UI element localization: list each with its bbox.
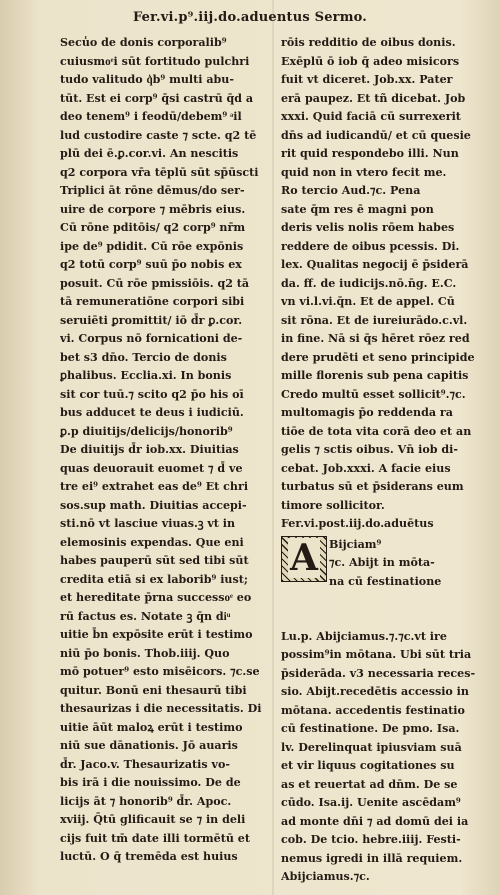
text-line: ipe de⁹ pdidit. Cū rōe expōnis: [60, 239, 244, 253]
initial-letter: A: [288, 538, 320, 578]
text-line: et hereditate p̄rna successoͤ eo: [60, 591, 252, 604]
text-line: De diuitijs d̄r iob.xx. Diuitias: [60, 443, 239, 456]
text-line: rit quid respondebo illi. Nun: [281, 147, 459, 160]
right-paragraph-3: [281, 628, 481, 887]
text-line: erā paupez. Et tñ dicebat. Job: [281, 91, 466, 105]
text-line: uitie b̄n expōsite erūt i testimo: [60, 628, 253, 641]
text-line: Exēplū ō iob q̄ adeo misicors: [281, 54, 460, 68]
text-line: sit cor tuū.⁊ scito q2 p̄o his oī: [60, 387, 244, 401]
text-line: tudo valitudo q͛b⁹ multi abu-: [60, 73, 234, 86]
text-line: tūt. Est ei corp⁹ q̄si castrū q̄d a: [60, 91, 254, 105]
text-line: niū p̄o bonis. Thob.iiij. Quo: [60, 646, 230, 660]
text-line: q2 corpora vr̄a tēplū sūt sp̄ūscti: [60, 165, 259, 179]
text-line: uire de corpore ⁊ mēbris eius.: [60, 202, 246, 216]
text-line: tiōe de tota vita corā deo et an: [281, 424, 472, 438]
right-paragraph-2: [281, 182, 481, 515]
text-line: Abijciamus.⁊c.: [281, 870, 370, 883]
text-line: licijs āt ⁊ honorib⁹ d̄r. Apoc.: [60, 794, 232, 808]
text-line: reddere de oibus pcessis. Di.: [281, 239, 460, 253]
section-heading: Fer.vi.post.iij.do.aduētus: [281, 517, 434, 530]
text-line: cob. De tcio. hebre.iiij. Festi-: [281, 833, 461, 846]
text-line: Lu.p. Abijciamus.⁊.⁊c.vt ire: [281, 629, 447, 643]
text-line: xxxi. Quid faciā cū surrexerit: [281, 110, 461, 123]
text-line: Credo multū esset sollicit⁹.⁊c.: [281, 387, 466, 401]
text-line: Ro tercio Aud.⁊c. Pena: [281, 184, 421, 197]
text-line: in fine. Nā si q̄s hēret rōez red: [281, 332, 470, 345]
text-line: as et reuertat ad dn̄m. De se: [281, 777, 458, 791]
text-line: quas deuorauit euomet ⁊ d̄ ve: [60, 461, 243, 475]
text-line: Cū rōne pditōis/ q2 corp⁹ nr̄m: [60, 221, 246, 234]
text-line: luctū. O q̄ tremēda est huius: [60, 850, 238, 863]
text-line: sos.sup math. Diuitias accepi-: [60, 498, 247, 512]
text-line: deris velis nolis rōem habes: [281, 221, 455, 234]
text-line: ad monte dn̄i ⁊ ad domū dei ia: [281, 814, 469, 828]
text-line: cūdo. Isa.ij. Uenite ascēdam⁹: [281, 796, 461, 809]
text-line: niū sue dānationis. Jō auaris: [60, 739, 238, 752]
text-line: mōtana. accedentis festinatio: [281, 703, 465, 717]
text-line: da. ff. de iudicijs.nō.n̄g. E.C.: [281, 276, 457, 290]
text-line: rū factus es. Notate ꝫ q̄n diͧ: [60, 609, 231, 623]
text-line: nemus igredi in illā requiem.: [281, 851, 463, 865]
text-line: p̄siderāda. v3 necessaria reces-: [281, 666, 476, 680]
text-line: vi. Corpus nō fornicationi de-: [60, 332, 243, 345]
text-line: gelis ⁊ sctis oibus. Vn̄ iob di-: [281, 443, 458, 456]
text-line: xviij. Q̄tū glificauit se ⁊ in deli: [60, 813, 246, 826]
text-line: cū festinatione. De pmo. Isa.: [281, 722, 460, 735]
text-line: ⁊c. Abijt in mōta-: [329, 556, 435, 569]
text-line: et vir liquus cogitationes su: [281, 759, 455, 772]
text-line: mille florenis sub pena capitis: [281, 369, 469, 382]
text-line: deo tenem⁹ i feodū/debem⁹ ͣil: [60, 110, 242, 123]
text-line: cebat. Job.xxxi. A facie eius: [281, 461, 451, 475]
text-line: quid non in vtero fecit me.: [281, 165, 447, 179]
text-line: cijs fuit tm̄ date illi tormētū et: [60, 831, 250, 845]
text-line: mō potuer⁹ esto misēicors. ⁊c.se: [60, 665, 260, 678]
text-line: tā remuneratiōne corpori sibi: [60, 295, 245, 308]
text-line: Secu̾o de donis corporalib⁹: [60, 36, 227, 49]
text-line: na cū festinatione: [329, 574, 442, 588]
text-line: ꝑhalibus. Ecclia.xi. In bonis: [60, 369, 232, 382]
initial-lines: [329, 536, 481, 592]
text-line: sit rōna. Et de iureiurādo.c.vl.: [281, 313, 468, 327]
text-line: quitur. Bonū eni thesaurū tibi: [60, 683, 247, 697]
initial-block: [281, 536, 481, 628]
right-paragraph-1: [281, 34, 481, 182]
text-line: dere prudēti et seno principide: [281, 350, 475, 364]
text-line: fuit vt diceret. Job.xx. Pater: [281, 73, 453, 86]
text-line: sio. Abijt.recedētis accessio in: [281, 685, 469, 698]
text-line: elemosinis expendas. Que eni: [60, 535, 244, 549]
text-line: vn vi.l.vi.q̄n. Et de appel. Cū: [281, 295, 455, 308]
text-line: uitie āūt maloꝝ erūt i testimo: [60, 720, 243, 734]
text-line: d̄r. Jaco.v. Thesaurizatis vo-: [60, 757, 230, 771]
text-line: possim⁹in mōtana. Ubi sūt tria: [281, 648, 472, 661]
decorated-initial: [281, 536, 327, 582]
text-line: Bijciam⁹: [329, 537, 382, 551]
text-line: habes pauperū sūt sed tibi sūt: [60, 554, 249, 567]
text-line: q2 totū corp⁹ suū p̄o nobis ex: [60, 258, 242, 271]
text-line: thesaurizas i die necessitatis. Di: [60, 702, 262, 715]
text-line: bis irā i die nouissimo. De de: [60, 776, 241, 789]
text-line: bus adducet te deus i iudiciū.: [60, 406, 244, 419]
left-column: [60, 34, 274, 867]
text-line: plū dei ē.ꝑ.cor.vi. An nescitis: [60, 147, 239, 160]
text-line: turbatus sū et p̄siderans eum: [281, 480, 464, 493]
text-line: seruiēti ꝑromittit/ iō d̄r ꝑ.cor.: [60, 313, 243, 327]
text-line: tre ei⁹ extrahet eas de⁹ Et chri: [60, 480, 249, 493]
text-line: cuiusmoͤi sūt fortitudo pulchri: [60, 54, 250, 68]
text-line: bet s3 dn̄o. Tercio de donis: [60, 350, 227, 364]
text-line: timore sollicitor.: [281, 498, 385, 512]
text-line: sti.nō vt lasciue viuas.ꝫ vt in: [60, 517, 236, 530]
text-line: posuit. Cū rōe pmissiōis. q2 tā: [60, 276, 250, 290]
text-line: lud custodire caste ⁊ scte. q2 tē: [60, 128, 257, 142]
text-line: rōis redditio de oibus donis.: [281, 36, 456, 49]
text-line: dn̄s ad iudicandū/ et cū quesie: [281, 128, 471, 142]
text-line: lv. Derelinquat ipiusviam suā: [281, 740, 462, 754]
text-line: credita etiā si ex laborib⁹ iust;: [60, 572, 248, 586]
text-line: ꝑ.p diuitijs/delicijs/honorib⁹: [60, 424, 233, 438]
right-column: [281, 34, 481, 887]
text-line: lex. Qualitas negocij ē p̄siderā: [281, 258, 469, 271]
text-line: multomagis p̄o reddenda ra: [281, 406, 453, 419]
text-line: Triplici āt rōne dēmus/do ser-: [60, 184, 245, 197]
text-line: sate q̄m res ē magni pon: [281, 202, 434, 216]
running-header: Fer.vi.p⁹.iij.do.aduentus Sermo.: [132, 10, 368, 25]
